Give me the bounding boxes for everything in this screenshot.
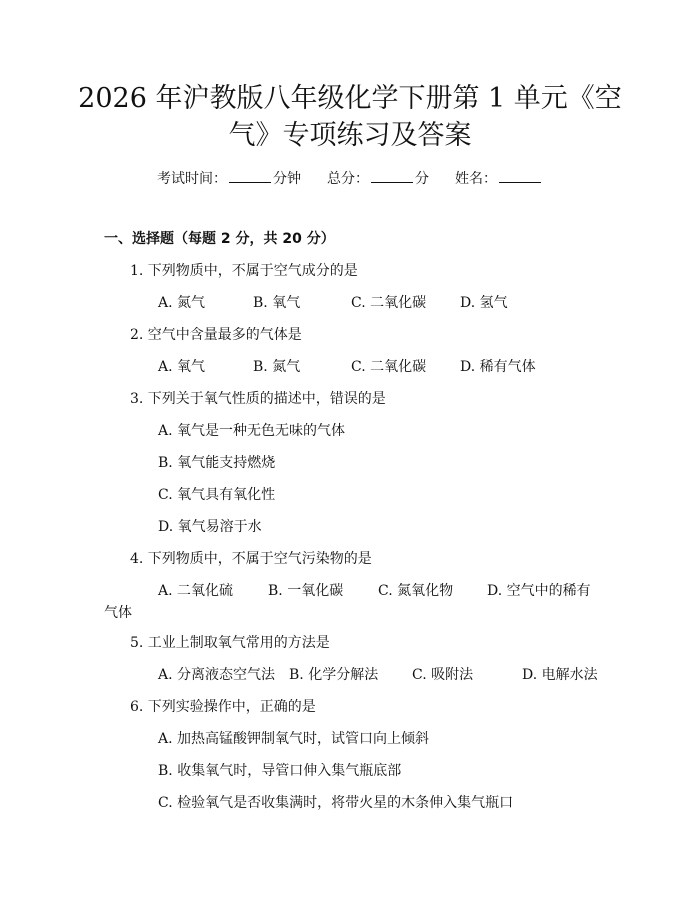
document-title-line2: 气》专项练习及答案 (228, 120, 472, 151)
question-stem: 3. 下列关于氧气性质的描述中，错误的是 (130, 391, 386, 407)
option: B. 收集氧气时，导管口伸入集气瓶底部 (158, 763, 402, 779)
option: D. 电解水法 (522, 667, 598, 683)
question-stem: 4. 下列物质中，不属于空气污染物的是 (130, 551, 372, 567)
time-unit: 分钟 (273, 171, 301, 187)
option: B. 一氧化碳 (268, 583, 344, 599)
option: D. 氢气 (460, 295, 508, 311)
question-stem: 2. 空气中含量最多的气体是 (130, 327, 302, 343)
option: B. 氧气能支持燃烧 (158, 455, 276, 471)
question-stem: 5. 工业上制取氧气常用的方法是 (130, 635, 330, 651)
option: A. 分离液态空气法 (158, 667, 276, 683)
question-stem: 1. 下列物质中，不属于空气成分的是 (130, 263, 358, 279)
option: A. 氧气 (158, 359, 206, 375)
option: B. 化学分解法 (289, 667, 379, 683)
document-title-line1: 2026 年沪教版八年级化学下册第 1 单元《空 (78, 83, 622, 114)
option: D. 空气中的稀有 (487, 583, 591, 599)
option: C. 二氧化碳 (351, 295, 427, 311)
name-blank (499, 170, 541, 183)
option: A. 氮气 (158, 295, 206, 311)
score-unit: 分 (415, 171, 429, 187)
option: A. 加热高锰酸钾制氧气时，试管口向上倾斜 (158, 731, 430, 747)
score-blank (371, 170, 413, 183)
section-heading: 一、选择题（每题 2 分，共 20 分） (104, 231, 335, 247)
exam-meta (0, 168, 700, 188)
option: C. 吸附法 (412, 667, 474, 683)
option: A. 二氧化硫 (158, 583, 234, 599)
option: C. 二氧化碳 (351, 359, 427, 375)
option: B. 氧气 (253, 295, 301, 311)
option: D. 稀有气体 (460, 359, 536, 375)
name-label: 姓名： (455, 171, 497, 187)
option: B. 氮气 (253, 359, 301, 375)
option: C. 检验氧气是否收集满时，将带火星的木条伸入集气瓶口 (158, 795, 514, 811)
time-blank (229, 170, 271, 183)
question-stem: 6. 下列实验操作中，正确的是 (130, 699, 316, 715)
score-label: 总分： (327, 171, 369, 187)
option: C. 氮氧化物 (378, 583, 454, 599)
option: D. 氧气易溶于水 (158, 519, 262, 535)
time-label: 考试时间： (157, 171, 227, 187)
option-continuation: 气体 (104, 605, 132, 621)
option: C. 氧气具有氧化性 (158, 487, 276, 503)
option: A. 氧气是一种无色无味的气体 (158, 423, 346, 439)
